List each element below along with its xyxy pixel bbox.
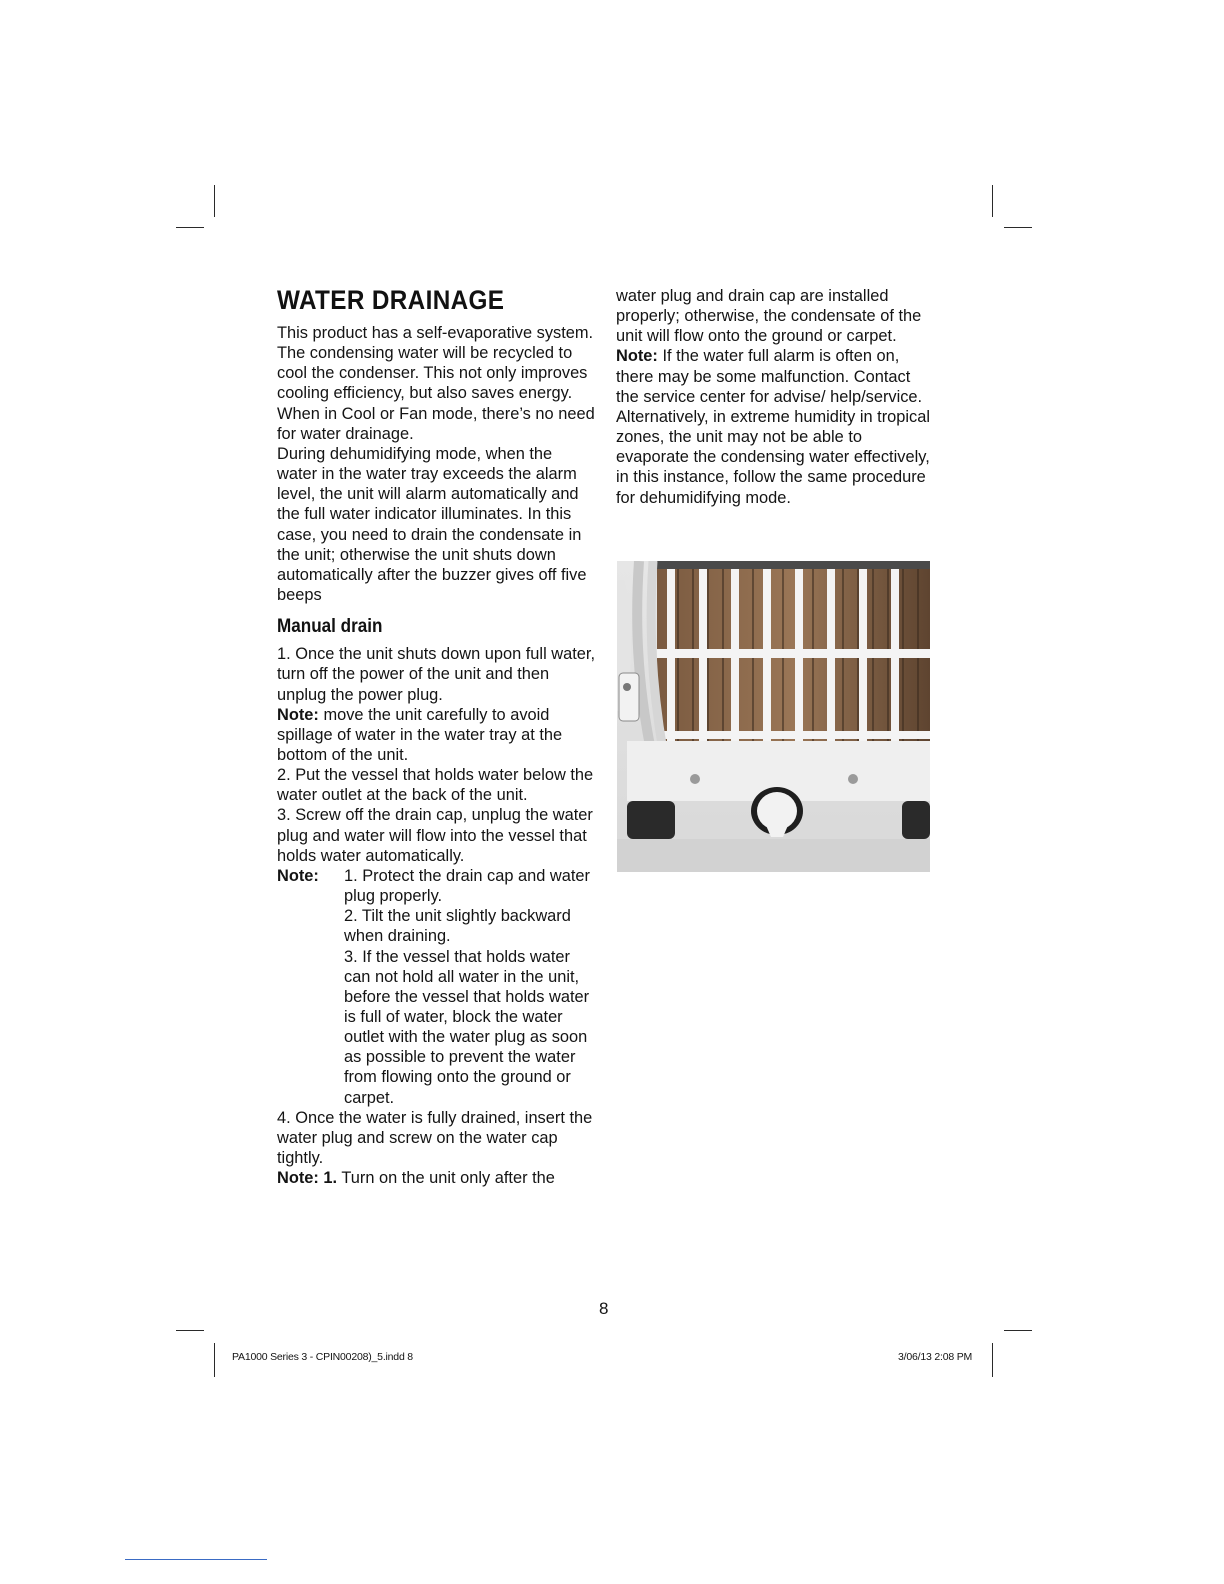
note-paragraph xyxy=(616,346,932,507)
right-column xyxy=(616,286,932,508)
crop-mark xyxy=(214,185,215,217)
print-slug: PA1000 Series 3 - CPIN00208)_5.indd 8 xyxy=(232,1351,413,1363)
unit-drain-photo xyxy=(617,561,930,872)
note-label: Note: xyxy=(616,347,658,366)
left-column xyxy=(277,283,595,1188)
note-item: 2. Tilt the unit slightly backward when draining. xyxy=(344,907,571,946)
note-paragraph xyxy=(277,705,595,765)
step-4: 4. Once the water is fully drained, insert the water plug and screw on the water cap tightly. xyxy=(277,1108,593,1168)
intro-paragraph: This product has a self-evaporative system. The condensing water will be recycled to cool the condenser. This not only improves cooling efficiency, but also saves energy. xyxy=(277,324,594,403)
print-timestamp: 3/06/13 2:08 PM xyxy=(898,1351,973,1363)
step-1: 1. Once the unit shuts down upon full water, turn off the power of the unit and then unplug the power plug. xyxy=(277,645,595,704)
page-title: WATER DRAINAGE xyxy=(277,285,505,315)
note-list xyxy=(277,866,595,1108)
crop-mark xyxy=(992,1343,993,1377)
final-note-label: Note: 1. xyxy=(277,1169,338,1188)
manual-drain-heading: Manual drain xyxy=(277,616,383,638)
note-item: 3. If the vessel that holds water can not hold all water in the unit, before the vessel that holds water is full of water, block the water outlet with the water plug as soon as possible to prevent the water from flowing onto the ground or carpet. xyxy=(344,947,590,1107)
final-note-text: Turn on the unit only after the xyxy=(337,1169,555,1188)
crop-mark xyxy=(176,1330,204,1331)
step-3: 3. Screw off the drain cap, unplug the water plug and water will flow into the vessel that holds water automatically. xyxy=(277,806,593,865)
continuation-paragraph: water plug and drain cap are installed properly; otherwise, the condensate of the unit will flow onto the ground or carpet. xyxy=(616,287,922,346)
intro-paragraph: When in Cool or Fan mode, there’s no need for water drainage. xyxy=(277,404,595,443)
note-list-label: Note: xyxy=(277,866,319,885)
crop-mark xyxy=(1004,1330,1032,1331)
final-note xyxy=(277,1168,595,1188)
note-item: 1. Protect the drain cap and water plug properly. xyxy=(344,866,591,906)
intro-paragraph: During dehumidifying mode, when the water in the water tray exceeds the alarm level, the unit will alarm automatically and the full water indicator illuminates. In this case, you need to drain the condensate in the unit; otherwise the unit shuts down automatically after the buzzer gives off five beeps xyxy=(277,444,587,605)
note-text: If the water full alarm is often on, there may be some malfunction. Contact the service center for advise/ help/service. Alternatively, in extreme humidity in tropical zones, the unit may not be able to evaporate the condensing water effectively, in this instance, follow the same procedure for dehumidifying mode. xyxy=(616,347,930,507)
step-2: 2. Put the vessel that holds water below the water outlet at the back of the unit. xyxy=(277,766,594,805)
crop-mark xyxy=(1004,227,1032,228)
note-text: move the unit carefully to avoid spillage of water in the water tray at the bottom of the unit. xyxy=(277,705,563,764)
crop-mark xyxy=(214,1343,215,1377)
crop-mark xyxy=(992,185,993,217)
crop-mark xyxy=(176,227,204,228)
note-list-items xyxy=(344,866,595,1108)
page-number: 8 xyxy=(599,1299,609,1318)
note-label: Note: xyxy=(277,705,319,724)
unit-drain-illustration xyxy=(617,561,930,872)
divider xyxy=(125,1559,267,1560)
